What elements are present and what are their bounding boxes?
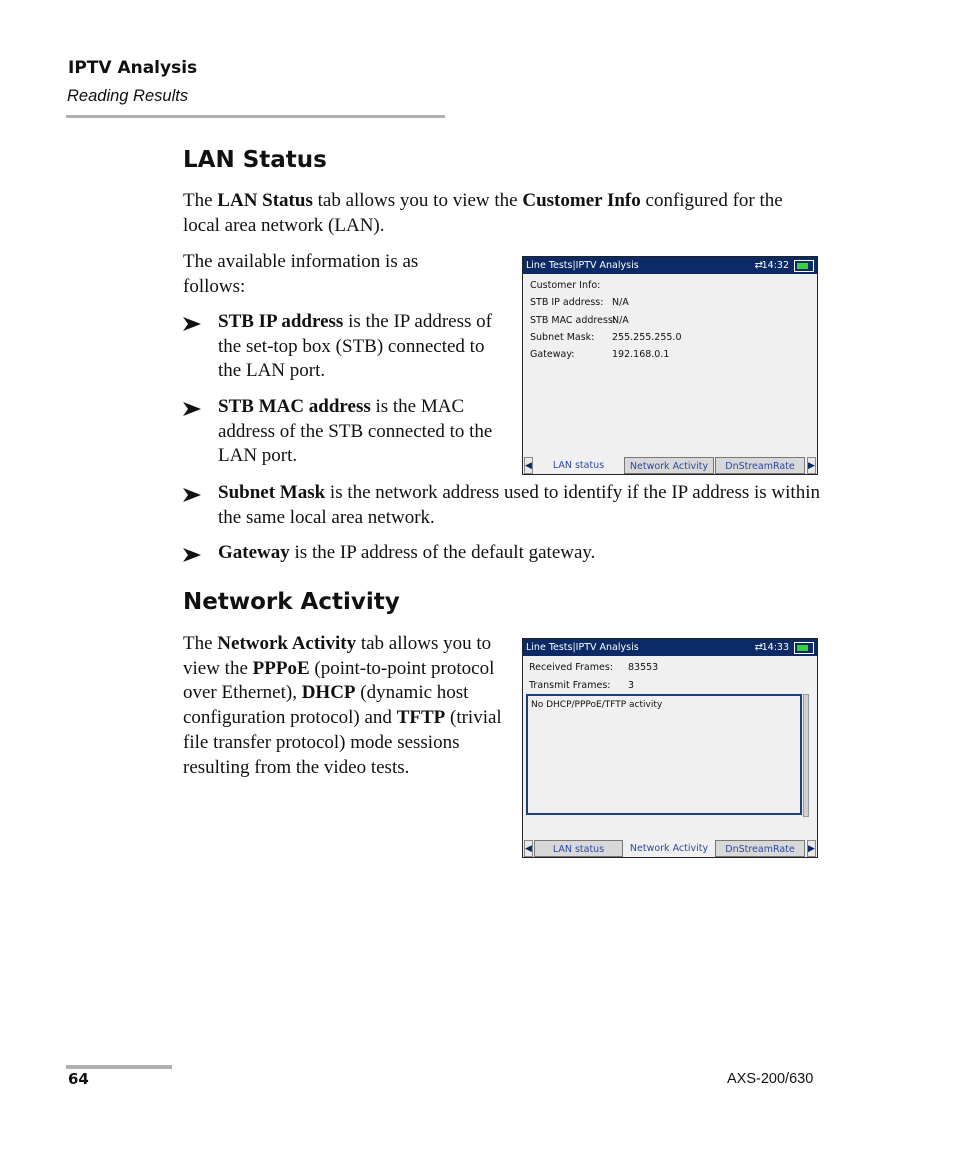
device-title: Line Tests|IPTV Analysis <box>526 260 639 271</box>
stb-ip-label: STB IP address: <box>530 297 604 308</box>
bullet-arrow-icon <box>183 548 203 562</box>
bullet-stb-mac: STB MAC address is the MAC address of the STB connected to the LAN port. <box>218 396 493 467</box>
gateway-label: Gateway: <box>530 349 575 360</box>
device-title-bar <box>523 257 817 274</box>
tab-scroll-left-icon[interactable]: ◀ <box>524 457 533 474</box>
device-title: Line Tests|IPTV Analysis <box>526 642 639 653</box>
tab-dnstreamrate[interactable]: DnStreamRate <box>715 840 805 857</box>
bullet-gateway: Gateway is the IP address of the default gateway. <box>218 542 596 563</box>
network-activity-paragraph: The Network Activity tab allows you to view the PPPoE (point-to-point protocol over Ethernet), DHCP (dynamic host configuration protocol) and TFTP (trivial file transfer protocol) mode sessions resulting from the video tests. <box>183 633 502 778</box>
network-activity-screenshot <box>522 638 818 858</box>
stb-ip-value: N/A <box>612 297 629 308</box>
device-title-bar <box>523 639 817 656</box>
received-frames-value: 83553 <box>628 662 659 673</box>
section-heading-network-activity: Network Activity <box>183 589 400 615</box>
stb-mac-label: STB MAC address: <box>530 315 617 326</box>
tab-dnstreamrate[interactable]: DnStreamRate <box>715 457 805 474</box>
device-tab-bar <box>523 455 817 474</box>
running-header-subtitle: Reading Results <box>67 87 189 105</box>
device-clock: 14:32 <box>761 260 789 271</box>
tab-network-activity[interactable]: Network Activity <box>624 840 714 857</box>
sync-icon: ⇄ <box>754 642 763 653</box>
product-model: AXS-200/630 <box>727 1071 814 1087</box>
footer-divider <box>66 1065 172 1069</box>
bullet-arrow-icon <box>183 317 203 331</box>
received-frames-label: Received Frames: <box>529 662 613 673</box>
bullet-arrow-icon <box>183 488 203 502</box>
device-tab-bar <box>523 838 817 857</box>
tab-scroll-left-icon[interactable]: ◀ <box>524 840 533 857</box>
transmit-frames-label: Transmit Frames: <box>529 680 611 691</box>
section-heading-lan-status: LAN Status <box>183 147 327 173</box>
tab-lan-status[interactable]: LAN status <box>534 840 623 857</box>
sync-icon: ⇄ <box>754 260 763 271</box>
tab-scroll-right-icon[interactable]: ▶ <box>807 457 816 474</box>
gateway-value: 192.168.0.1 <box>612 349 670 360</box>
bullet-subnet-mask: Subnet Mask is the network address used to identify if the IP address is within the same local area network. <box>218 482 820 528</box>
bullet-arrow-icon <box>183 402 203 416</box>
subnet-mask-label: Subnet Mask: <box>530 332 595 343</box>
battery-icon <box>794 260 814 272</box>
customer-info-label: Customer Info: <box>530 280 601 291</box>
page-number: 64 <box>68 1070 89 1088</box>
subnet-mask-value: 255.255.255.0 <box>612 332 682 343</box>
lan-status-screenshot <box>522 256 818 475</box>
running-header-title: IPTV Analysis <box>68 58 198 78</box>
activity-log-box[interactable] <box>526 694 802 815</box>
lan-intro-paragraph: The LAN Status tab allows you to view the Customer Info configured for the local area network (LAN). <box>183 190 783 236</box>
available-info-paragraph: The available information is as follows: <box>183 251 419 297</box>
transmit-frames-value: 3 <box>628 680 635 691</box>
tab-lan-status[interactable]: LAN status <box>534 457 623 474</box>
tab-network-activity[interactable]: Network Activity <box>624 457 714 474</box>
stb-mac-value: N/A <box>612 315 629 326</box>
bullet-stb-ip: STB IP address is the IP address of the set-top box (STB) connected to the LAN port. <box>218 311 492 382</box>
tab-scroll-right-icon[interactable]: ▶ <box>807 840 816 857</box>
battery-icon <box>794 642 814 654</box>
activity-log-text: No DHCP/PPPoE/TFTP activity <box>531 700 663 710</box>
device-clock: 14:33 <box>761 642 789 653</box>
header-divider <box>66 115 445 118</box>
log-scrollbar[interactable] <box>803 694 809 817</box>
